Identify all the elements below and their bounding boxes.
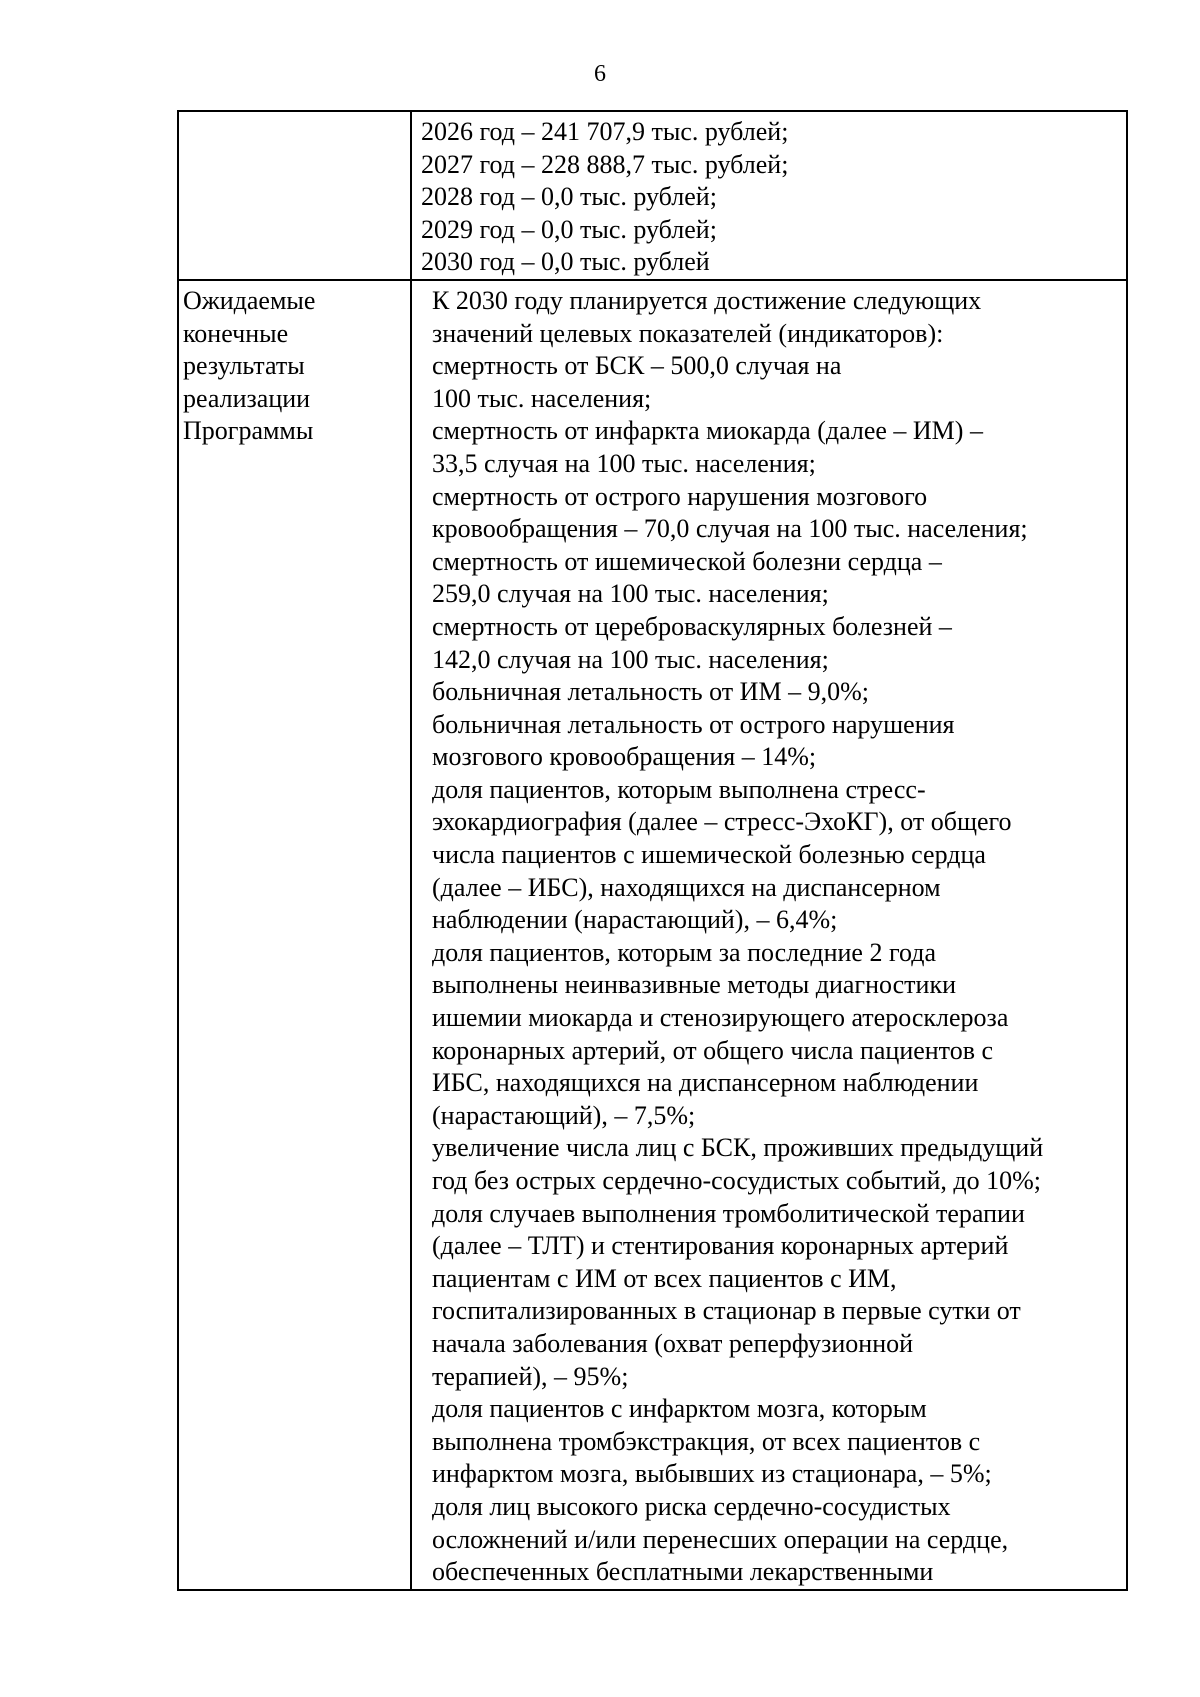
expected-results-line: смертность от ишемической болезни сердца – [432,546,942,576]
funding-label [179,112,410,116]
funding-value-cell [411,111,1127,280]
expected-results-line: доля лиц высокого риска сердечно-сосудистых [432,1491,951,1521]
expected-results-line: значений целевых показателей (индикаторов): [432,318,944,348]
funding-line: 2026 год – 241 707,9 тыс. рублей; [421,117,789,146]
expected-results-line: эхокардиография (далее – стресс-ЭхоКГ), от общего [432,807,1012,837]
funding-line: 2030 год – 0,0 тыс. рублей [421,247,710,277]
expected-results-line: 142,0 случая на 100 тыс. населения; [432,644,829,674]
expected-results-line: терапией), – 95%; [432,1361,629,1391]
expected-results-line: обеспеченных бесплатными лекарственными [432,1557,934,1587]
expected-results-line: доля пациентов с инфарктом мозга, которым [432,1394,927,1424]
expected-results-line: инфарктом мозга, выбывших из стационара, – 5%; [432,1459,992,1489]
expected-results-text [412,281,1126,1589]
expected-results-line: смертность от БСК – 500,0 случая на [432,351,842,381]
expected-results-line: К 2030 году планируется достижение следующих [432,285,982,315]
funding-line: 2028 год – 0,0 тыс. рублей; [421,182,717,212]
expected-results-line: выполнена тромбэкстракция, от всех пациентов с [432,1426,981,1456]
expected-results-label-line: результаты [183,351,305,381]
expected-results-label-line: конечные [183,318,289,348]
expected-results-line: 259,0 случая на 100 тыс. населения; [432,579,829,609]
expected-results-line: 100 тыс. населения; [432,383,652,413]
expected-results-line: наблюдении (нарастающий), – 6,4%; [432,905,838,935]
expected-results-line: (далее – ТЛТ) и стентирования коронарных артерий [432,1231,1009,1261]
expected-results-line: больничная летальность от острого нарушения [432,709,955,739]
expected-results-row [178,280,1127,1590]
expected-results-line: осложнений и/или перенесших операции на сердце, [432,1524,1009,1554]
funding-label-cell [178,111,411,280]
funding-line: 2027 год – 228 888,7 тыс. рублей; [421,149,789,179]
funding-row [178,111,1127,280]
expected-results-label-line: Ожидаемые [183,285,316,315]
expected-results-line: пациентам с ИМ от всех пациентов с ИМ, [432,1263,897,1293]
expected-results-line: кровообращения – 70,0 случая на 100 тыс. населения; [432,514,1028,544]
expected-results-line: год без острых сердечно-сосудистых событий, до 10%; [432,1166,1041,1195]
expected-results-line: начала заболевания (охват реперфузионной [432,1328,914,1358]
expected-results-line: доля пациентов, которым выполнена стресс- [432,774,926,804]
expected-results-line: (далее – ИБС), находящихся на диспансерном [432,872,941,902]
expected-results-value-cell [411,280,1127,1590]
expected-results-line: коронарных артерий, от общего числа пациентов с [432,1035,994,1065]
expected-results-line: смертность от цереброваскулярных болезней – [432,611,952,641]
expected-results-line: увеличение числа лиц с БСК, проживших предыдущий [432,1133,1044,1163]
expected-results-line: ишемии миокарда и стенозирующего атеросклероза [432,1003,1009,1033]
expected-results-label-cell [178,280,411,1590]
expected-results-line: 33,5 случая на 100 тыс. населения; [432,448,816,478]
expected-results-label-line: реализации [183,383,311,413]
funding-lines [412,112,1126,279]
expected-results-label-line: Программы [183,416,314,446]
expected-results-line: мозгового кровообращения – 14%; [432,742,817,772]
expected-results-line: ИБС, находящихся на диспансерном наблюдении [432,1068,979,1098]
expected-results-line: доля случаев выполнения тромболитической терапии [432,1198,1025,1228]
expected-results-line: смертность от инфаркта миокарда (далее – ИМ) – [432,416,983,446]
expected-results-line: смертность от острого нарушения мозгового [432,481,928,511]
expected-results-label [179,281,410,448]
program-passport-table [177,110,1128,1591]
expected-results-line: доля пациентов, которым за последние 2 года [432,937,936,967]
funding-line: 2029 год – 0,0 тыс. рублей; [421,214,717,244]
expected-results-line: больничная летальность от ИМ – 9,0%; [432,677,869,707]
expected-results-line: госпитализированных в стационар в первые сутки от [432,1296,1021,1326]
expected-results-line: (нарастающий), – 7,5%; [432,1100,696,1130]
expected-results-line: числа пациентов с ишемической болезнью сердца [432,840,986,870]
expected-results-line: выполнены неинвазивные методы диагностики [432,970,956,1000]
page-number: 6 [594,61,606,87]
